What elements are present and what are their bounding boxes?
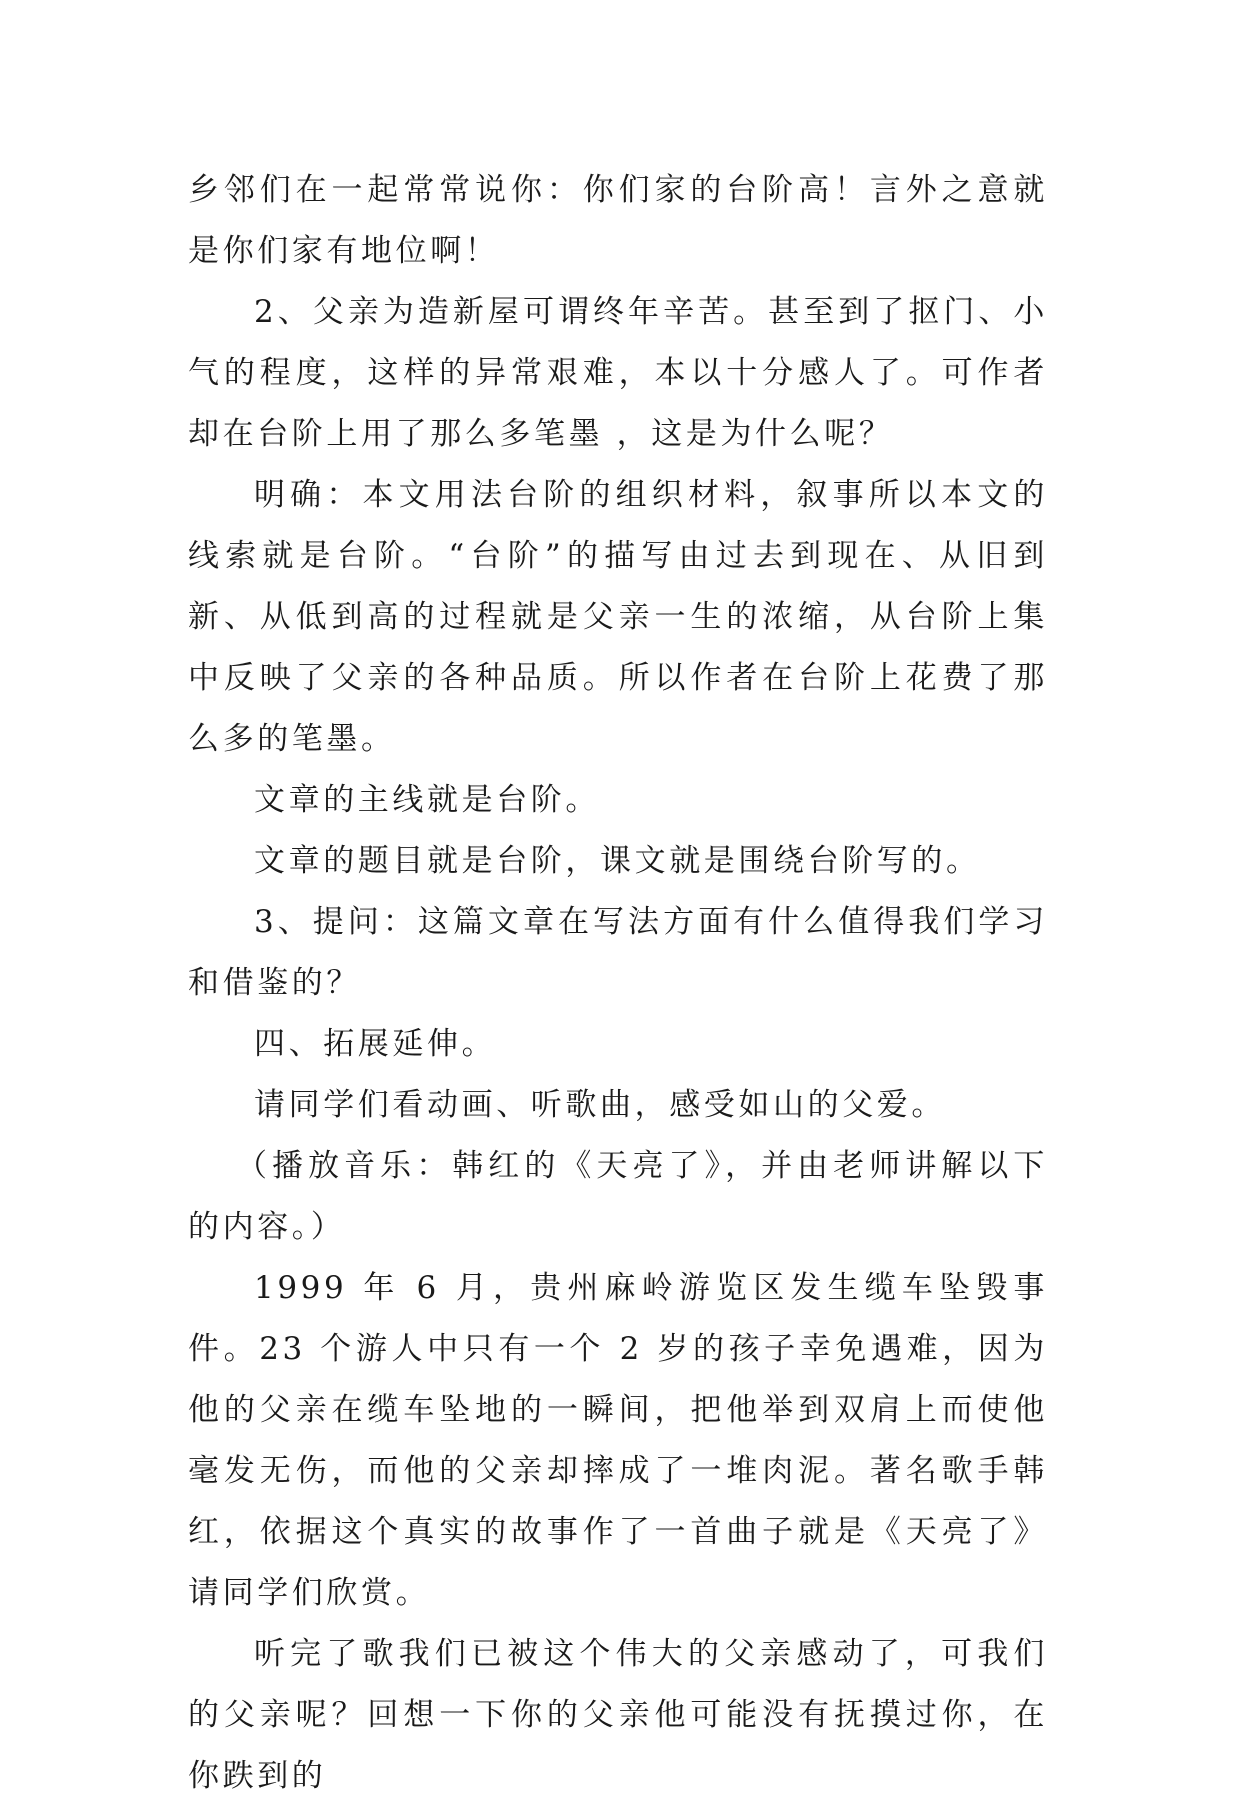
paragraph-reflection: 听完了歌我们已被这个伟大的父亲感动了，可我们的父亲呢？回想一下你的父亲他可能没有抚摸过你，在你跌到的 [188, 1636, 1048, 1794]
paragraph-continuation: 乡邻们在一起常常说你：你们家的台阶高！言外之意就是你们家有地位啊！ [188, 172, 1048, 269]
paragraph-question-2: 2、父亲为造新屋可谓终年辛苦。甚至到了抠门、小气的程度，这样的异常艰难，本以十分感人了。可作者却在台阶上用了那么多笔墨 ，这是为什么呢？ [188, 294, 1048, 452]
section-heading-extension: 四、拓展延伸。 [254, 1026, 497, 1062]
document-body [188, 160, 1048, 1807]
paragraph-title-note: 文章的题目就是台阶，课文就是围绕台阶写的。 [254, 843, 981, 879]
paragraph-answer: 明确：本文用法台阶的组织材料，叙事所以本文的线索就是台阶。“台阶”的描写由过去到现在、从旧到新、从低到高的过程就是父亲一生的浓缩，从台阶上集中反映了父亲的各种品质。所以作者在台阶上花费了那么多的笔墨。 [188, 477, 1048, 757]
paragraph-question-3: 3、提问：这篇文章在写法方面有什么值得我们学习和借鉴的？ [188, 904, 1048, 1001]
paragraph-instruction: 请同学们看动画、听歌曲，感受如山的父爱。 [254, 1087, 946, 1123]
paragraph-main-line: 文章的主线就是台阶。 [254, 782, 600, 818]
paragraph-music-note: （播放音乐：韩红的《天亮了》，并由老师讲解以下的内容。） [188, 1148, 1048, 1245]
paragraph-story: 1999 年 6 月，贵州麻岭游览区发生缆车坠毁事件。23 个游人中只有一个 2 岁的孩子幸免遇难，因为他的父亲在缆车坠地的一瞬间，把他举到双肩上而使他毫发无伤，而他的父亲却摔成了一堆肉泥。著名歌手韩红，依据这个真实的故事作了一首曲子就是《天亮了》请同学们欣赏。 [188, 1270, 1048, 1611]
